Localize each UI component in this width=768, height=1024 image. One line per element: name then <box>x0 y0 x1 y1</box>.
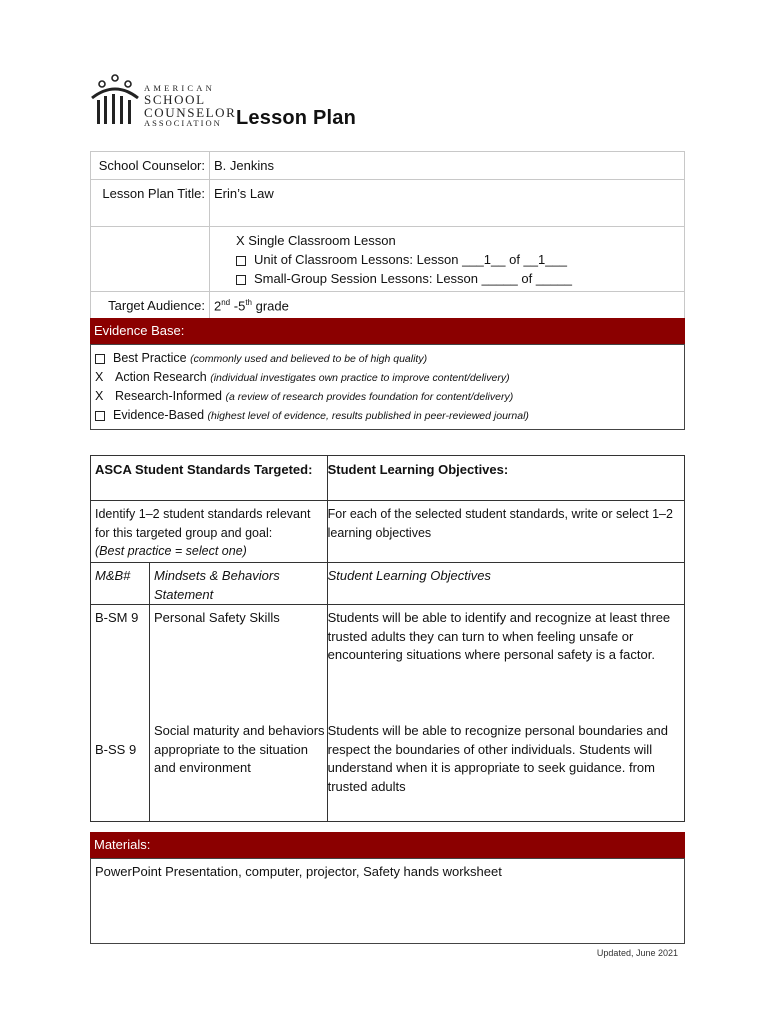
evidence-label: Best Practice <box>113 351 187 365</box>
evidence-item <box>95 406 684 425</box>
evidence-label: Action Research <box>115 370 207 384</box>
asca-logo <box>90 74 237 128</box>
materials-box <box>90 858 685 944</box>
evidence-note: (commonly used and believed to be of high quality) <box>190 353 428 365</box>
evidence-item <box>95 349 684 368</box>
evidence-base-box <box>90 344 685 430</box>
evidence-label: Evidence-Based <box>113 408 205 422</box>
sub-header-objectives: Student Learning Objectives <box>327 563 684 605</box>
evidence-note: (highest level of evidence, results published in peer-reviewed journal) <box>207 410 529 422</box>
lesson-type-single: X Single Classroom Lesson <box>236 233 396 248</box>
standard-code: B-SS 9 <box>95 741 137 757</box>
evidence-list <box>95 349 684 425</box>
updated-note: Updated, June 2021 <box>596 948 678 958</box>
learning-objective: Students will be able to recognize personal boundaries and respect the boundaries of other individuals. Students will understand when it is appropriate to seek guidance. from trusted adults <box>327 723 669 794</box>
unit-checkbox <box>236 256 246 266</box>
standards-table <box>90 455 685 822</box>
standards-instruction-text: Identify 1–2 student standards relevant for this targeted group and goal: <box>95 507 311 540</box>
counselor-label: School Counselor: <box>91 152 210 180</box>
evidence-checkbox <box>95 411 105 421</box>
evidence-label: Research-Informed <box>115 389 222 403</box>
evidence-base-heading: Evidence Base: <box>90 318 685 344</box>
lesson-type-unit-row <box>236 250 684 269</box>
objectives-cell <box>327 605 684 822</box>
page-title: Lesson Plan <box>236 107 357 129</box>
lesson-info-table <box>90 151 685 319</box>
audience-value: 2nd -5th grade <box>210 292 685 319</box>
lesson-type-unit: Unit of Classroom Lessons: Lesson ___1__ of __1___ <box>254 252 567 267</box>
evidence-checkbox <box>95 354 105 364</box>
sub-header-statement: Mindsets & Behaviors Statement <box>150 563 328 605</box>
standards-header: ASCA Student Standards Targeted: <box>91 456 328 501</box>
learning-objective: Students will be able to identify and recognize at least three trusted adults they can turn to when feeling unsafe or encountering situations where personal safety is a factor. <box>327 610 671 662</box>
evidence-item <box>95 387 684 406</box>
lesson-type-small-group-row <box>236 269 684 288</box>
org-line-1: AMERICAN <box>144 83 215 93</box>
objectives-header: Student Learning Objectives: <box>327 456 684 501</box>
lesson-type-label-cell <box>91 227 210 292</box>
standards-instruction-note: (Best practice = select one) <box>95 544 247 558</box>
org-line-4: ASSOCIATION <box>144 117 222 128</box>
standard-codes-cell <box>91 605 150 822</box>
audience-label: Target Audience: <box>91 292 210 319</box>
small-group-checkbox <box>236 275 246 285</box>
lesson-title-value: Erin’s Law <box>210 180 685 227</box>
org-line-2: SCHOOL <box>144 91 206 107</box>
lesson-type-small-group: Small-Group Session Lessons: Lesson _____ of _____ <box>254 271 572 286</box>
materials-heading: Materials: <box>90 832 685 858</box>
evidence-note: (individual investigates own practice to improve content/delivery) <box>210 372 510 384</box>
evidence-x-mark: X <box>95 389 104 403</box>
standard-statement: Personal Safety Skills <box>154 610 280 625</box>
standard-code: B-SM 9 <box>95 610 139 625</box>
evidence-item <box>95 368 684 387</box>
standard-statement: Social maturity and behaviors appropriate to the situation and environment <box>154 723 325 775</box>
lesson-title-label: Lesson Plan Title: <box>91 180 210 227</box>
org-line-3: COUNSELOR <box>144 104 237 120</box>
counselor-value: B. Jenkins <box>210 152 685 180</box>
standards-instructions <box>91 501 328 563</box>
objectives-instructions: For each of the selected student standards, write or select 1–2 learning objectives <box>327 501 684 563</box>
evidence-note: (a review of research provides foundation for content/delivery) <box>225 391 514 403</box>
materials-text: PowerPoint Presentation, computer, projector, Safety hands worksheet <box>95 864 502 879</box>
standard-statements-cell <box>150 605 328 822</box>
lesson-type-cell <box>210 227 685 292</box>
asca-logo-icon <box>90 74 144 128</box>
sub-header-code: M&B# <box>91 563 150 605</box>
evidence-x-mark: X <box>95 370 104 384</box>
